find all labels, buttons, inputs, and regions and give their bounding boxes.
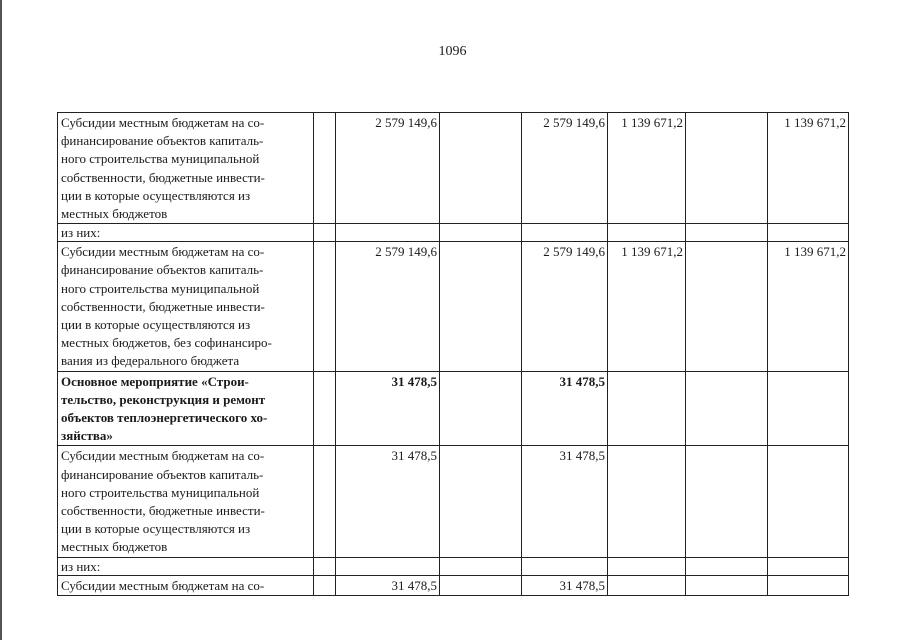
amount-cell-col5	[522, 557, 608, 575]
table-row	[58, 575, 849, 595]
amount-cell-col8	[768, 557, 849, 575]
row-label-cell	[58, 557, 314, 575]
row-label-line: местных бюджетов	[61, 539, 168, 555]
amount-cell-col3	[336, 557, 440, 575]
budget-table	[57, 112, 849, 596]
code-cell	[314, 575, 336, 595]
row-label-cell	[58, 371, 314, 446]
amount-cell-col8	[768, 224, 849, 242]
row-label-line: зяйства»	[61, 428, 113, 444]
row-label-cell	[58, 575, 314, 595]
amount-cell-col8	[768, 575, 849, 595]
amount-cell-col7	[686, 242, 768, 371]
amount-cell-col4	[440, 371, 522, 446]
code-cell	[314, 371, 336, 446]
table-row	[58, 113, 849, 224]
amount-cell-col8	[768, 371, 849, 446]
row-label-line: ции в которые осуществляются из	[61, 187, 251, 203]
amount-cell-col6	[608, 371, 686, 446]
amount-cell-col3: 31 478,5	[336, 371, 440, 446]
table-row	[58, 371, 849, 446]
amount-cell-col3: 2 579 149,6	[336, 113, 440, 224]
table-row	[58, 242, 849, 371]
amount-cell-col4	[440, 242, 522, 371]
amount-cell-col7	[686, 446, 768, 557]
row-label-line: собственности, бюджетные инвести-	[61, 503, 265, 519]
amount-cell-col4	[440, 224, 522, 242]
row-label-line: финансирование объектов капиталь-	[61, 466, 264, 482]
row-label-line: ного строительства муниципальной	[61, 280, 260, 296]
code-cell	[314, 224, 336, 242]
budget-table-body	[58, 113, 849, 596]
table-row	[58, 557, 849, 575]
amount-cell-col6	[608, 575, 686, 595]
amount-cell-col5: 31 478,5	[522, 371, 608, 446]
page-number: 1096	[438, 44, 467, 59]
row-label-line: ции в которые осуществляются из	[61, 317, 251, 333]
row-label-line: объектов теплоэнергетического хо-	[61, 410, 268, 426]
row-label-line: Субсидии местным бюджетам на со-	[61, 115, 265, 130]
code-cell	[314, 113, 336, 224]
row-label-line: тельство, реконструкция и ремонт	[61, 391, 266, 407]
row-label-line: финансирование объектов капиталь-	[61, 262, 264, 278]
row-label-line: ции в которые осуществляются из	[61, 521, 251, 537]
code-cell	[314, 242, 336, 371]
row-label-cell	[58, 224, 314, 242]
amount-cell-col6	[608, 557, 686, 575]
amount-cell-col4	[440, 113, 522, 224]
amount-cell-col5: 2 579 149,6	[522, 113, 608, 224]
amount-cell-col4	[440, 575, 522, 595]
row-label-line: Субсидии местным бюджетам на со-	[61, 577, 265, 593]
amount-cell-col3: 31 478,5	[336, 575, 440, 595]
row-label-line: ного строительства муниципальной	[61, 484, 260, 500]
amount-cell-col7	[686, 557, 768, 575]
row-label-line: местных бюджетов, без софинансиро-	[61, 335, 272, 351]
row-label-line: Субсидии местным бюджетам на со-	[61, 244, 265, 260]
amount-cell-col7	[686, 371, 768, 446]
row-label-line: Субсидии местным бюджетам на со-	[61, 448, 265, 464]
row-label-line: финансирование объектов капиталь-	[61, 133, 264, 149]
amount-cell-col8: 1 139 671,2	[768, 242, 849, 371]
code-cell	[314, 557, 336, 575]
amount-cell-col3	[336, 224, 440, 242]
code-cell	[314, 446, 336, 557]
row-label-line: вания из федерального бюджета	[61, 353, 240, 369]
row-label-cell	[58, 446, 314, 557]
amount-cell-col8	[768, 446, 849, 557]
amount-cell-col3: 31 478,5	[336, 446, 440, 557]
amount-cell-col5: 31 478,5	[522, 446, 608, 557]
amount-cell-col7	[686, 575, 768, 595]
amount-cell-col5: 2 579 149,6	[522, 242, 608, 371]
row-label-line: из них:	[61, 558, 101, 574]
row-label-line: ного строительства муниципальной	[61, 151, 260, 167]
row-label-line: собственности, бюджетные инвести-	[61, 298, 265, 314]
row-label-line: собственности, бюджетные инвести-	[61, 169, 265, 185]
amount-cell-col4	[440, 557, 522, 575]
amount-cell-col7	[686, 113, 768, 224]
table-row	[58, 224, 849, 242]
row-label-line: из них:	[61, 225, 101, 241]
amount-cell-col6	[608, 446, 686, 557]
row-label-cell	[58, 113, 314, 224]
row-label-line: Основное мероприятие «Строи-	[61, 373, 249, 389]
amount-cell-col6	[608, 224, 686, 242]
amount-cell-col6: 1 139 671,2	[608, 113, 686, 224]
amount-cell-col5: 31 478,5	[522, 575, 608, 595]
amount-cell-col4	[440, 446, 522, 557]
amount-cell-col8: 1 139 671,2	[768, 113, 849, 224]
amount-cell-col6: 1 139 671,2	[608, 242, 686, 371]
amount-cell-col5	[522, 224, 608, 242]
amount-cell-col3: 2 579 149,6	[336, 242, 440, 371]
scan-edge-line	[0, 0, 2, 640]
amount-cell-col7	[686, 224, 768, 242]
row-label-cell	[58, 242, 314, 371]
row-label-line: местных бюджетов	[61, 206, 168, 222]
table-row	[58, 446, 849, 557]
